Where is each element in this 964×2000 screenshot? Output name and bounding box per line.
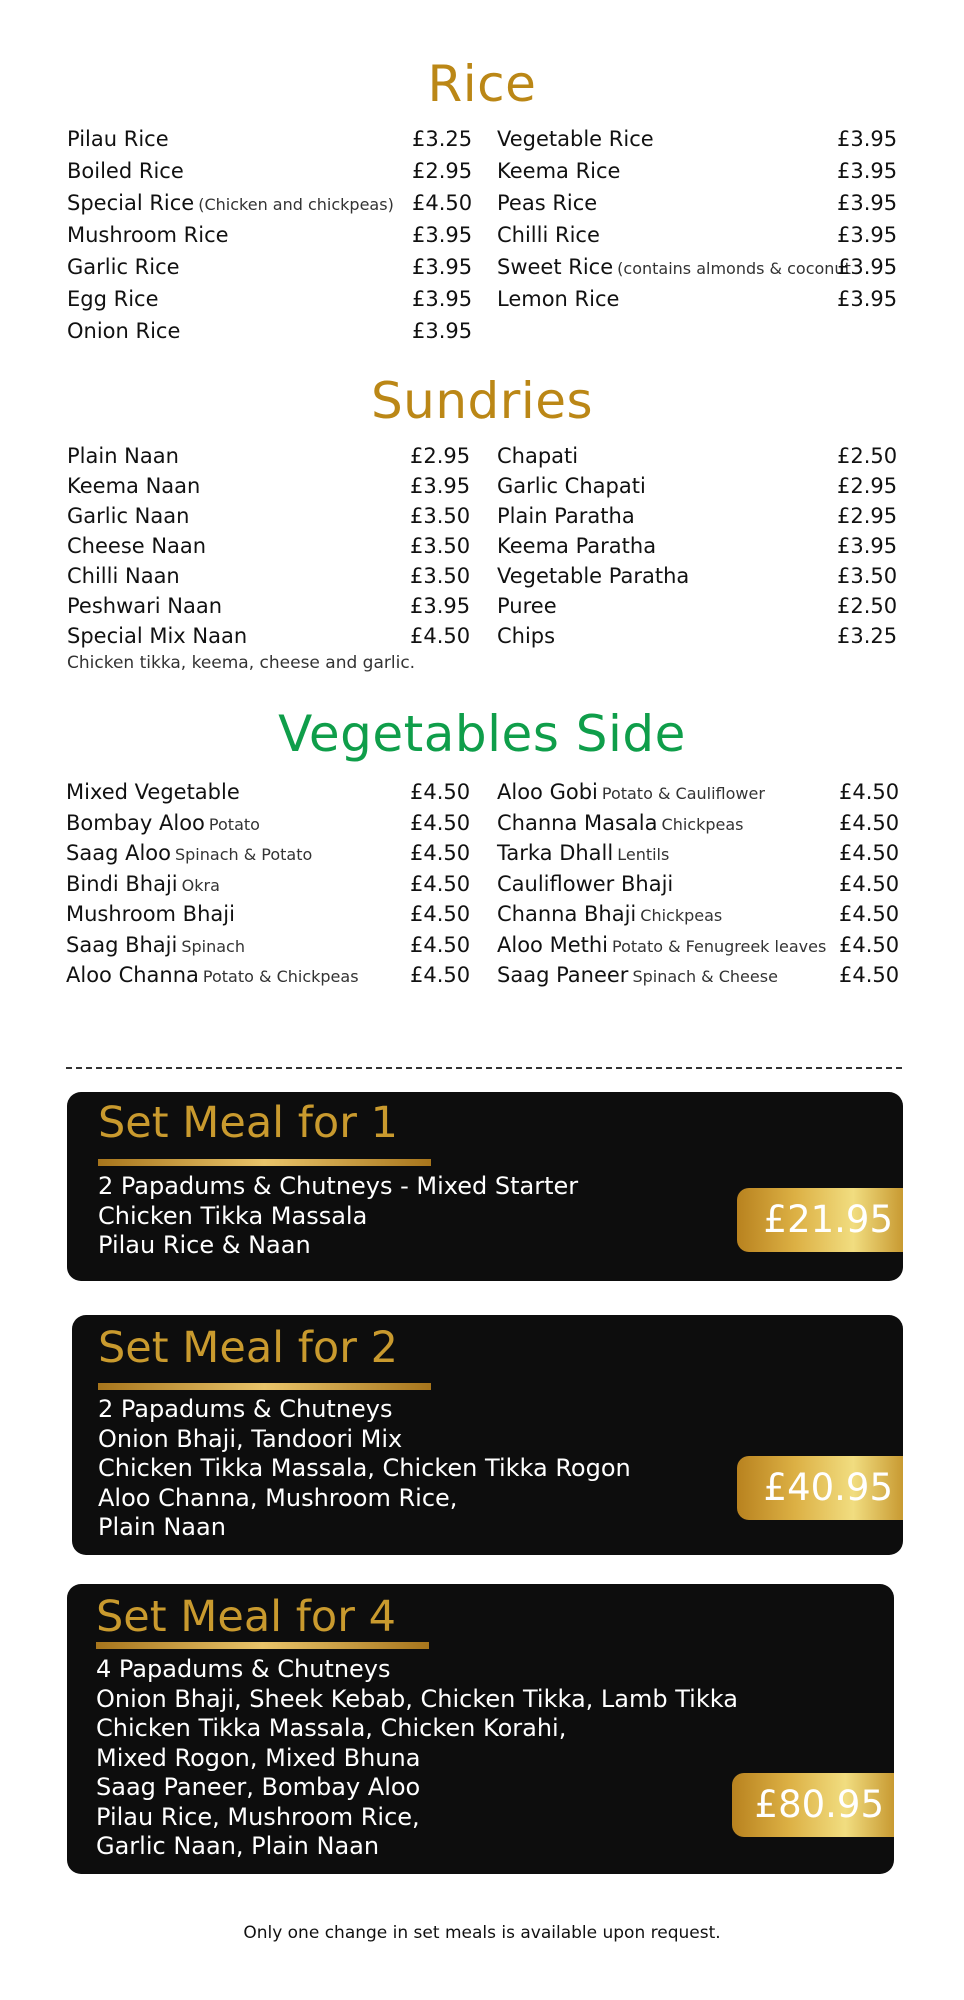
menu-item: Tarka Dhall Lentils £4.50 [497,841,900,865]
set-meal-change-note: Only one change in set meals is available upon request. [243,1923,721,1943]
menu-item: Peshwari Naan £3.95 [67,594,471,618]
menu-item: Mixed Vegetable £4.50 [66,780,471,804]
menu-item: Chilli Rice £3.95 [497,223,898,247]
set-meal-2-items [98,1395,631,1543]
menu-item: Egg Rice £3.95 [67,287,473,311]
sundries-heading: Sundries [370,372,594,430]
menu-item: Saag Paneer Spinach & Cheese £4.50 [497,963,900,987]
vegetables-side-heading: Vegetables Side [278,705,686,763]
set-meal-1-price: £21.95 [737,1188,903,1252]
menu-item: Mushroom Rice £3.95 [67,223,473,247]
special-mix-naan-note: Chicken tikka, keema, cheese and garlic. [67,653,416,673]
set-meal-line: Chicken Tikka Massala, Chicken Tikka Rogon [98,1454,631,1482]
set-meal-line: Pilau Rice, Mushroom Rice, [96,1802,420,1831]
set-meal-4-items [96,1655,738,1862]
menu-item: Plain Naan £2.95 [67,444,471,468]
menu-item: Peas Rice £3.95 [497,191,898,215]
set-meal-line: Pilau Rice & Naan [98,1231,311,1259]
set-meal-line: 4 Papadums & Chutneys [96,1655,391,1683]
menu-item: Pilau Rice £3.25 [67,127,473,151]
set-meal-line: Onion Bhaji, Tandoori Mix [98,1424,403,1453]
sundries-left-column [67,441,471,651]
veg-left-column [66,777,476,991]
set-meal-line: Saag Paneer, Bombay Aloo [96,1773,421,1801]
sundries-right-column [497,441,897,651]
set-meal-1-underline [98,1159,431,1166]
menu-item: Bombay Aloo Potato £4.50 [66,810,471,835]
menu-item: Vegetable Rice £3.95 [497,127,898,151]
menu-item: Channa Bhaji Chickpeas £4.50 [497,902,900,926]
menu-item: Vegetable Paratha £3.50 [497,564,898,588]
menu-item: Chilli Naan £3.50 [67,564,471,588]
menu-item: Sweet Rice (contains almonds & coconut £3.95 [497,255,898,279]
set-meal-line: Plain Naan [98,1513,226,1541]
menu-item: Keema Rice £3.95 [497,159,898,183]
menu-item: Saag Aloo Spinach & Potato £4.50 [66,841,471,865]
set-meal-line: Mixed Rogon, Mixed Bhuna [96,1743,421,1772]
menu-item: Chapati £2.50 [497,444,898,468]
set-meal-2-card [72,1315,903,1555]
menu-item: Garlic Chapati £2.95 [497,474,898,498]
menu-item: Aloo Methi Potato & Fenugreek leaves £4.50 [497,932,900,957]
menu-item: Channa Masala Chickpeas £4.50 [497,810,900,835]
set-meal-2-price: £40.95 [737,1456,903,1520]
set-meal-line: Onion Bhaji, Sheek Kebab, Chicken Tikka, Lamb Tikka [96,1684,738,1713]
set-meal-4-price: £80.95 [732,1773,894,1837]
menu-item: Garlic Naan £3.50 [67,504,471,528]
set-meal-line: Chicken Tikka Massala [98,1201,368,1230]
menu-item: Bindi Bhaji Okra £4.50 [66,871,471,896]
menu-item: Onion Rice £3.95 [67,319,473,343]
section-divider [66,1067,902,1069]
set-meal-line: Chicken Tikka Massala, Chicken Korahi, [96,1714,567,1742]
set-meal-2-underline [98,1383,431,1390]
set-meal-4-card [67,1584,894,1874]
set-meal-line: 2 Papadums & Chutneys [98,1395,393,1423]
set-meal-2-title: Set Meal for 2 [98,1323,398,1373]
veg-right-column [497,777,907,991]
menu-item: Saag Bhaji Spinach £4.50 [66,932,471,957]
set-meal-line: Garlic Naan, Plain Naan [96,1832,380,1860]
menu-item: Keema Naan £3.95 [67,474,471,498]
set-meal-4-underline [96,1642,429,1649]
rice-heading: Rice [427,55,537,113]
rice-right-column [497,124,897,316]
set-meal-line: 2 Papadums & Chutneys - Mixed Starter [98,1172,579,1200]
menu-item: Aloo Gobi Potato & Cauliflower £4.50 [497,780,900,804]
set-meal-1-title: Set Meal for 1 [98,1098,398,1148]
menu-item: Boiled Rice £2.95 [67,159,473,183]
rice-left-column [67,124,473,348]
menu-item: Keema Paratha £3.95 [497,534,898,558]
menu-item: Chips £3.25 [497,624,898,648]
menu-item: Mushroom Bhaji £4.50 [66,902,471,926]
set-meal-line: Aloo Channa, Mushroom Rice, [98,1483,458,1512]
menu-item: Aloo Channa Potato & Chickpeas £4.50 [66,963,471,987]
menu-item: Lemon Rice £3.95 [497,287,898,311]
menu-item: Special Rice (Chicken and chickpeas) £4.50 [67,191,473,215]
set-meal-1-items [98,1172,578,1261]
menu-item: Cheese Naan £3.50 [67,534,471,558]
menu-item: Garlic Rice £3.95 [67,255,473,279]
set-meal-1-card [67,1092,903,1281]
menu-item: Special Mix Naan £4.50 [67,624,471,648]
menu-item: Puree £2.50 [497,594,898,618]
menu-item: Cauliflower Bhaji £4.50 [497,871,900,896]
menu-item: Plain Paratha £2.95 [497,504,898,528]
set-meal-4-title: Set Meal for 4 [96,1592,396,1642]
